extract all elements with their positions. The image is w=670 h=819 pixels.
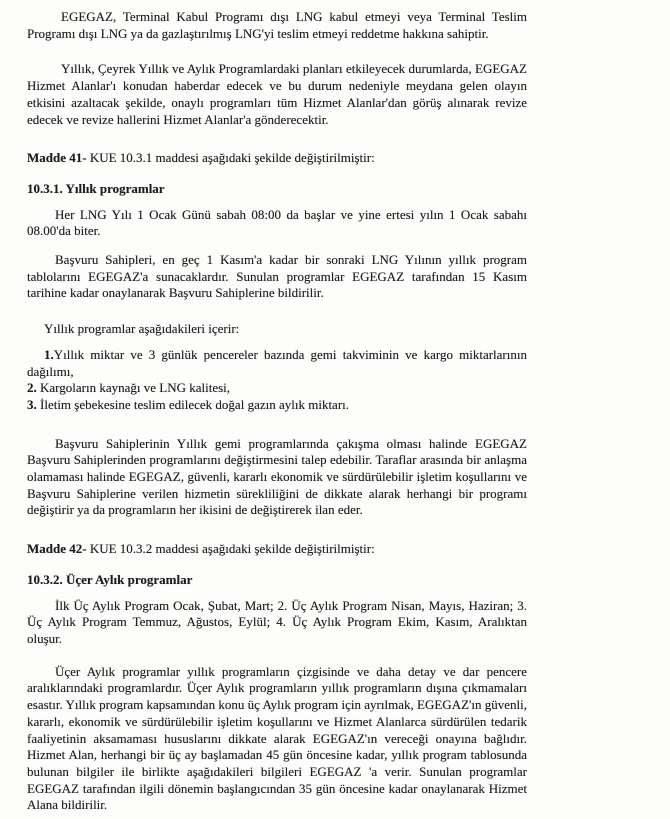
- list-item-2-marker: 2.: [27, 380, 37, 396]
- madde-42-number: Madde 42-: [27, 541, 87, 557]
- paragraph-annual-program-contents-intro: Yıllık programlar aşağıdakileri içerir:: [44, 321, 240, 337]
- list-item-1: [27, 347, 527, 380]
- list-item-3: [27, 397, 527, 414]
- heading-madde-41: [27, 150, 527, 167]
- heading-madde-42: [27, 541, 527, 558]
- paragraph-annual-program-submission: Başvuru Sahipleri, en geç 1 Kasım'a kadar bir sonraki LNG Yılının yıllık program tablolarını EGEGAZ'a sunacaklardır. Sunulan programlar EGEGAZ tarafından 15 Kasım tarihine kadar onaylanarak Başvuru Sahiplerine bildirilir.: [27, 252, 527, 301]
- list-item-3-marker: 3.: [27, 396, 37, 412]
- paragraph-lng-year-definition: Her LNG Yılı 1 Ocak Günü sabah 08:00 da başlar ve yine ertesi yılın 1 Ocak sabahı 08.00'da biter.: [27, 206, 527, 239]
- madde-42-text: KUE 10.3.2 maddesi aşağıdaki şekilde değiştirilmiştir:: [86, 541, 375, 557]
- annual-program-contents-list: [27, 347, 527, 414]
- heading-10-3-2-ucer-aylik-programlar: 10.3.2. Üçer Aylık programlar: [27, 571, 193, 587]
- paragraph-terminal-refusal-right: EGEGAZ, Terminal Kabul Programı dışı LNG kabul etmeyi veya Terminal Teslim Programı dışı LNG ya da gazlaştırılmış LNG'yi teslim etmeyi reddetme hakkına sahiptir.: [27, 9, 527, 41]
- madde-41-text: KUE 10.3.1 maddesi aşağıdaki şekilde değiştirilmiştir:: [86, 150, 375, 166]
- list-item-1-marker: 1.: [44, 346, 54, 362]
- list-item-3-text: İletim şebekesine teslim edilecek doğal gazın aylık miktarı.: [36, 396, 350, 412]
- paragraph-program-revision: Yıllık, Çeyrek Yıllık ve Aylık Programlardaki planları etkileyecek durumlarda, EGEGAZ Hizmet Alanlar'ı konudan haberdar edecek ve bu durum nedeniyle meydana gelen olayın etkisini azaltacak şekilde, onaylı programları tüm Hizmet Alanlar'dan görüş alınarak revize edecek ve revize hallerini Hizmet Alanlar'a gönderecektir.: [27, 61, 527, 127]
- madde-41-number: Madde 41-: [27, 150, 87, 166]
- paragraph-quarterly-program-periods: İlk Üç Aylık Program Ocak, Şubat, Mart; 2. Üç Aylık Program Nisan, Mayıs, Haziran; 3. Üç Aylık Program Temmuz, Ağustos, Eylül; 4. Üç Aylık Program Ekim, Kasım, Aralıktan oluşur.: [27, 597, 527, 646]
- list-item-2-text: Kargoların kaynağı ve LNG kalitesi,: [36, 380, 231, 396]
- list-item-1-text: Yıllık miktar ve 3 günlük pencereler bazında gemi takviminin ve kargo miktarlarının dağılımı,: [27, 346, 527, 379]
- paragraph-program-conflict-resolution: Başvuru Sahiplerinin Yıllık gemi programlarında çakışma olması halinde EGEGAZ Başvuru Sahiplerinden programlarını değiştirmesini talep edebilir. Taraflar arasında bir anlaşma olamaması halinde EGEGAZ, güvenli, kararlı ekonomik ve sürdürülebilir işletim koşullarını ve Başvuru Sahiplerine verilen hizmetin sürekliliğini de dikkate alarak herhangi bir programı değiştirir ya da programların her ikisini de değiştirerek ilan eder.: [27, 435, 527, 518]
- heading-10-3-1-yillik-programlar: 10.3.1. Yıllık programlar: [27, 180, 165, 196]
- list-item-2: [27, 380, 527, 397]
- paragraph-quarterly-program-rules: Üçer Aylık programlar yıllık programların çizgisinde ve daha detay ve dar pencere aralıklarındaki programlardır. Üçer Aylık programların yıllık programların dışına çıkmamaları esastır. Yıllık program kapsamından konu üç Aylık program için ayrılmak, EGEGAZ'ın güvenli, kararlı, ekonomik ve sürdürülebilir işletim koşullarını ve Hizmet Alanlarca sürdürülen tedarik faaliyetinin aksamaması hususlarını dikkate alarak EGEGAZ'ın vereceği onayına bağlıdır. Hizmet Alan, herhangi bir üç ay başlamadan 45 gün öncesine kadar, yıllık program tablosunda bulunan bilgiler ile birlikte aşağıdakileri bilgileri EGEGAZ 'a verir. Sunulan programlar EGEGAZ tarafından ilgili dönemin başlangıcından 35 gün öncesine kadar onaylanarak Hizmet Alana bildirilir.: [27, 663, 527, 813]
